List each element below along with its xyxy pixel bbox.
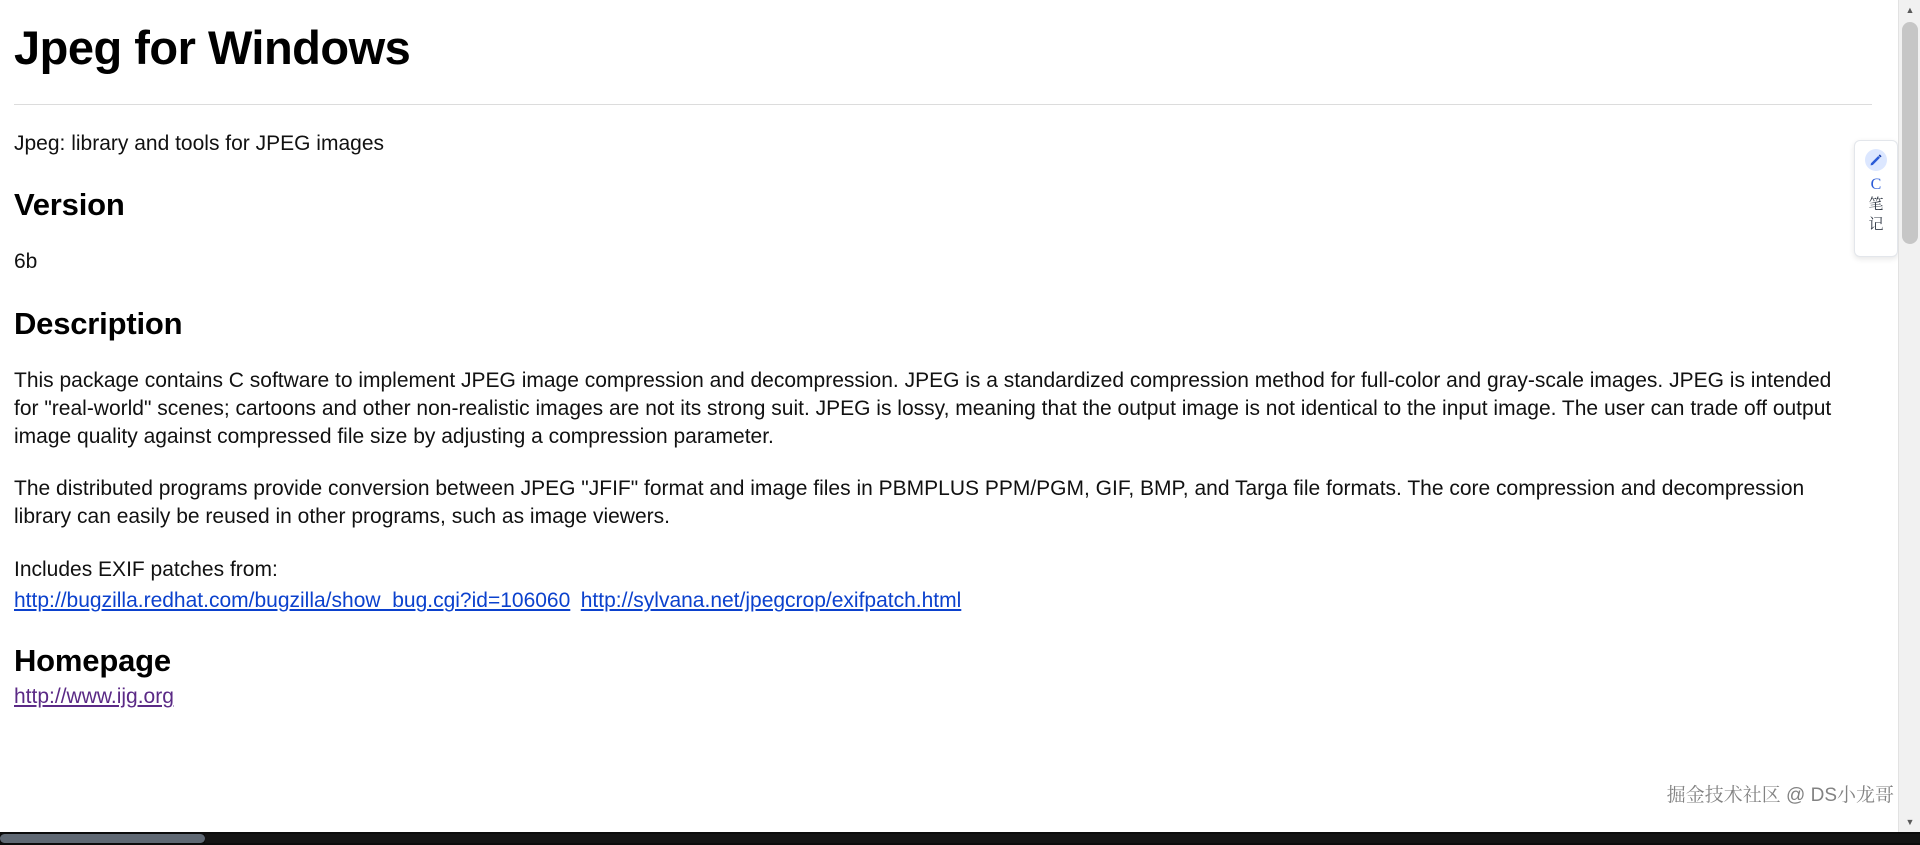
version-value: 6b [14, 250, 38, 274]
exif-patch-links [14, 589, 1858, 613]
description-paragraph-2: The distributed programs provide conversion between JPEG "JFIF" format and image files in PBMPLUS PPM/PGM, GIF, BMP, and Targa file formats. The core compression and decompression library can easily be reused in other programs, such as image viewers. [14, 477, 1805, 528]
vertical-scrollbar-thumb[interactable] [1902, 22, 1918, 244]
widget-cn-line-1: 笔 [1868, 196, 1884, 213]
exif-patch-link-sylvana[interactable]: http://sylvana.net/jpegcrop/exifpatch.html [580, 589, 962, 613]
section-heading-version: Version [14, 187, 125, 223]
description-paragraph-1: This package contains C software to implement JPEG image compression and decompression. JPEG is a standardized compression method for full-color and gray-scale images. JPEG is intended for "real-world" scenes; cartoons and other non-realistic images are not its strong suit. JPEG is lossy, meaning that the output image is not identical to the input image. The user can trade off output image quality against compressed file size by adjusting a compression parameter. [14, 369, 1832, 448]
widget-c-label: C [1870, 176, 1882, 193]
vertical-scrollbar[interactable] [1898, 0, 1920, 832]
scroll-up-arrow-icon[interactable]: ▲ [1905, 5, 1915, 15]
section-heading-description: Description [14, 306, 183, 342]
title-divider [14, 104, 1872, 105]
section-heading-homepage: Homepage [14, 643, 171, 679]
horizontal-scrollbar-thumb[interactable] [0, 834, 205, 843]
watermark-text: 掘金技术社区 @ DS小龙哥 [1666, 785, 1894, 806]
homepage-link-row [14, 685, 1858, 709]
page-title: Jpeg for Windows [14, 21, 411, 74]
homepage-link[interactable]: http://www.ijg.org [14, 685, 174, 709]
horizontal-scrollbar-track[interactable] [205, 834, 1920, 843]
exif-patches-label: Includes EXIF patches from: [14, 557, 278, 581]
widget-cn-line-2: 记 [1868, 216, 1884, 234]
exif-patch-link-bugzilla[interactable]: http://bugzilla.redhat.com/bugzilla/show_bug.cgi?id=106060 [14, 589, 571, 613]
horizontal-scrollbar[interactable] [0, 832, 1920, 845]
floating-note-widget[interactable] [1854, 140, 1898, 257]
document-subtitle: Jpeg: library and tools for JPEG images [14, 131, 385, 155]
note-pencil-icon[interactable] [1865, 149, 1887, 171]
scroll-down-arrow-icon[interactable]: ▼ [1905, 817, 1915, 827]
